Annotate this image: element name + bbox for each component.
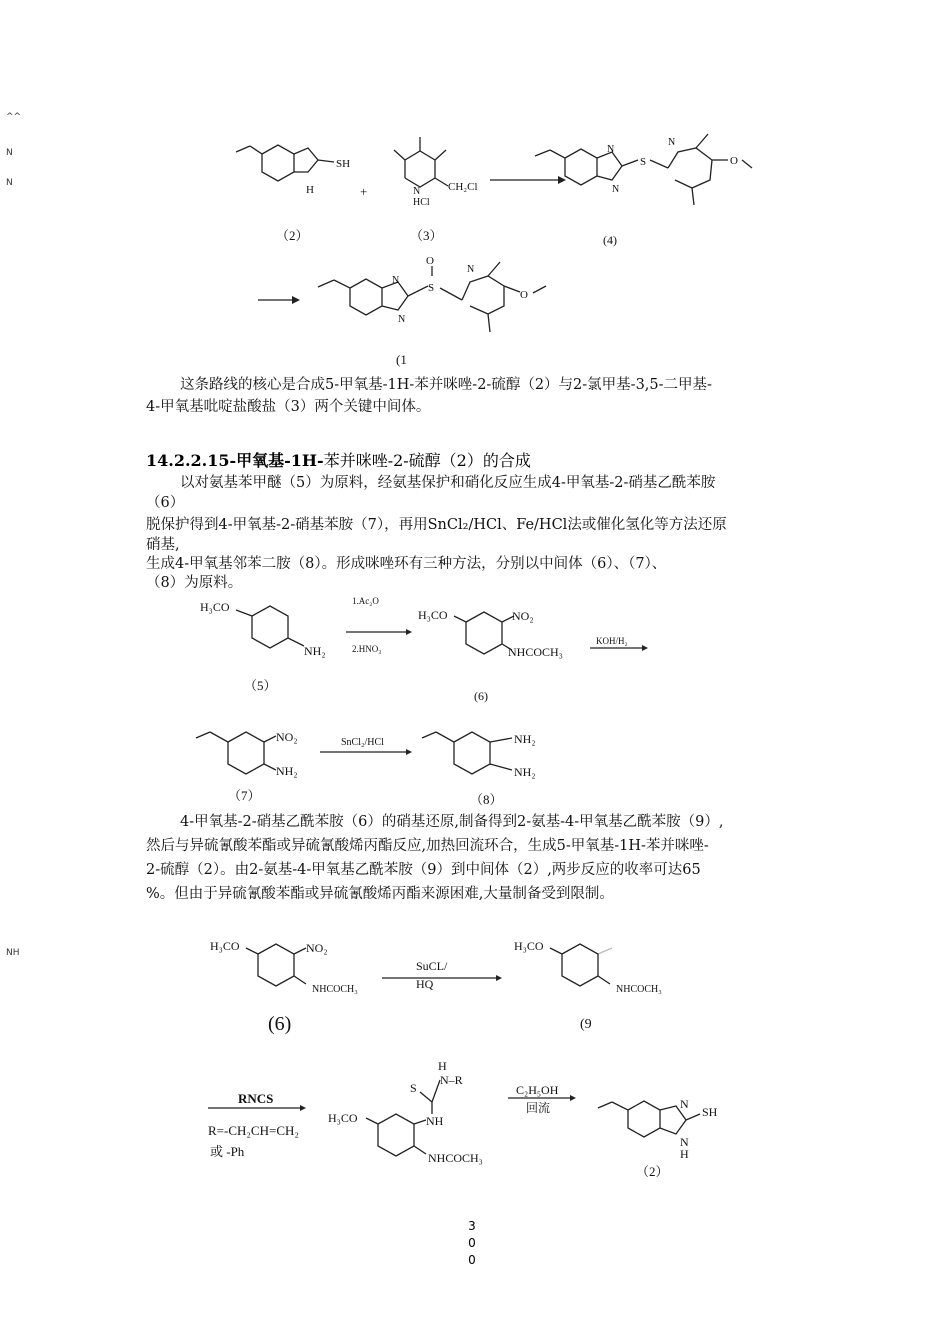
- paragraph-line: 4-甲氧基吡啶盐酸盐（3）两个关键中间体。: [146, 399, 431, 415]
- compound-4-structure: [535, 134, 752, 205]
- o-label: O: [426, 255, 434, 267]
- margin-mark: NH: [6, 948, 20, 958]
- hcl-label: HCl: [413, 197, 430, 208]
- compound-label: (1: [396, 352, 407, 367]
- n-label: N: [680, 1097, 689, 1111]
- no2-label: NO₂: [512, 609, 534, 623]
- compound-label: (4): [603, 233, 617, 247]
- paragraph-line: 2-硫醇（2）。由2-氨基-4-甲氧基乙酰苯胺（9）到中间体（2）,两步反应的收率可达65: [146, 862, 701, 878]
- nh2-label: NH₂: [514, 732, 536, 746]
- arrowhead: [300, 1105, 306, 1111]
- solvent-label: C₂H₅OH: [516, 1083, 559, 1097]
- arrowhead: [406, 749, 412, 755]
- r-alternative: 或 -Ph: [210, 1144, 245, 1159]
- h3co-label: H₃CO: [328, 1111, 358, 1125]
- nhcoch3-label: NHCOCH₃: [312, 984, 358, 995]
- arrowhead: [406, 629, 412, 635]
- margin-mark: N: [6, 178, 13, 188]
- s-label: S: [640, 156, 647, 168]
- h-label: H: [306, 184, 314, 196]
- nh2-label: NH₂: [514, 765, 536, 779]
- scheme-3-structures: [0, 712, 950, 812]
- compound-label: （2）: [636, 1164, 669, 1179]
- nh-label: N: [612, 184, 620, 195]
- h3co-label: H₃CO: [418, 608, 448, 622]
- nhcoch3-label: NHCOCH₃: [428, 1151, 483, 1165]
- reagent-label: SnCl₂/HCl: [341, 737, 384, 748]
- s-label: S: [428, 282, 435, 294]
- n-label: N: [607, 144, 615, 155]
- nhcoch3-label: NHCOCH₃: [616, 984, 662, 995]
- nhcoch3-label: NHCOCH₃: [508, 645, 563, 659]
- compound-label: (6): [474, 689, 488, 703]
- scheme-1-structures: [0, 0, 950, 380]
- h3co-label: H₃CO: [200, 600, 230, 614]
- reagent-label: SuCL/: [416, 959, 448, 973]
- n-label: N: [467, 264, 475, 275]
- paragraph-line: 这条路线的核心是合成5-甲氧基-1H-苯并咪唑-2-硫醇（2）与2-氯甲基-3,5-二甲基-: [180, 377, 712, 393]
- reagent-label: HQ: [416, 977, 434, 991]
- paragraph-line: （6）: [146, 495, 185, 511]
- paragraph-line: %。但由于异硫氰酸苯酯或异硫氰酸烯丙酯来源困难,大量制备受到限制。: [146, 886, 614, 902]
- plus-sign: +: [360, 184, 368, 199]
- o-label: O: [730, 155, 738, 167]
- compound-label: （7）: [228, 788, 261, 803]
- h3co-label: H₃CO: [210, 939, 240, 953]
- condition-label: 回流: [526, 1101, 551, 1115]
- compound-label: (9: [580, 1017, 592, 1032]
- compound-1-structure: [318, 255, 546, 332]
- nh-label: NH: [426, 1114, 444, 1128]
- r-definition: R=-CH₂CH=CH₂: [208, 1123, 299, 1138]
- paragraph-line: 硝基,: [146, 537, 180, 553]
- section-number: 14.2.2.15-甲氧基-1H-: [146, 451, 324, 470]
- h3co-label: H₃CO: [514, 939, 544, 953]
- nh-label: N: [398, 314, 406, 325]
- o-label: O: [520, 289, 528, 301]
- margin-mark: N: [6, 148, 13, 158]
- section-title: 苯并咪唑-2-硫醇（2）的合成: [323, 451, 531, 470]
- paragraph-line: 脱保护得到4-甲氧基-2-硝基苯胺（7），再用SnCl₂/HCl、Fe/HCl法或催化氢化等方法还原: [146, 517, 727, 533]
- sh-label: SH: [702, 1105, 718, 1119]
- n-label: N: [668, 137, 676, 148]
- compound-2-structure: [236, 145, 350, 196]
- paragraph-line: （8）为原料。: [146, 575, 243, 591]
- paragraph-line: 然后与异硫氰酸苯酯或异硫氰酸烯丙酯反应,加热回流环合，生成5-甲氧基-1H-苯并咪唑-: [146, 838, 709, 854]
- arrowhead: [496, 975, 502, 981]
- reagent-label: 2.HNO₃: [352, 644, 382, 654]
- compound-3-structure: [394, 137, 478, 208]
- scheme-5-structures: [0, 1050, 950, 1190]
- h-label: H: [438, 1059, 447, 1073]
- margin-mark: ^^: [6, 112, 22, 122]
- compound-label: (6): [268, 1013, 292, 1035]
- n-label: N: [413, 186, 421, 197]
- arrowhead: [292, 296, 300, 304]
- page-number: 3 0 0: [468, 1219, 476, 1267]
- compound-label: （8）: [470, 792, 503, 807]
- n-label: N: [680, 1135, 689, 1149]
- ch2cl-label: CH₂Cl: [448, 181, 478, 193]
- section-heading: [146, 448, 531, 471]
- arrowhead: [642, 645, 648, 651]
- no2-label: NO₂: [276, 730, 298, 744]
- paragraph-line: 以对氨基苯甲醚（5）为原料，经氨基保护和硝化反应生成4-甲氧基-2-硝基乙酰苯胺: [180, 475, 716, 491]
- s-label: S: [410, 1081, 417, 1095]
- scheme-2-structures: [0, 592, 950, 712]
- compound-label: （3）: [410, 228, 443, 243]
- paragraph-line: 4-甲氧基-2-硝基乙酰苯胺（6）的硝基还原,制备得到2-氨基-4-甲氧基乙酰苯胺（9）,: [180, 814, 724, 830]
- nr-label: N–R: [440, 1073, 463, 1087]
- scheme-4-structures: [0, 930, 950, 1040]
- compound-label: （5）: [244, 678, 277, 693]
- paragraph-line: 生成4-甲氧基邻苯二胺（8）。形成咪唑环有三种方法，分别以中间体（6）、（7）、: [146, 556, 667, 572]
- reagent-label: 1.Ac₂O: [352, 596, 379, 606]
- h-label: H: [680, 1147, 689, 1161]
- arrowhead: [558, 176, 566, 184]
- sh-label: SH: [336, 158, 351, 170]
- nh2-label: NH₂: [276, 764, 298, 778]
- no2-label: NO₂: [306, 941, 328, 955]
- reagent-label: KOH/H₂: [596, 636, 628, 646]
- n-label: N: [392, 275, 400, 286]
- arrowhead: [570, 1095, 576, 1101]
- reagent-label: RNCS: [238, 1091, 274, 1106]
- compound-label: （2）: [276, 228, 309, 243]
- nh2-label: NH₂: [304, 644, 326, 658]
